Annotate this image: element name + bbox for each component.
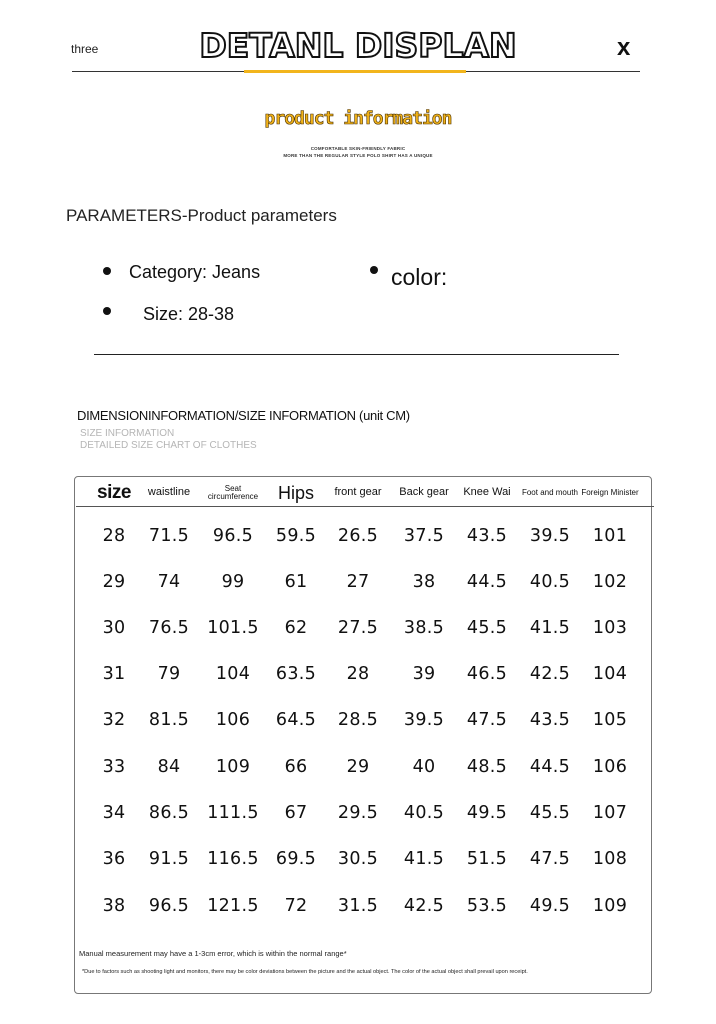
table-cell: 106 [592, 757, 628, 777]
table-cell: 42.5 [403, 896, 445, 916]
table-cell: 28 [346, 664, 370, 684]
table-cell: 44.5 [466, 572, 508, 592]
table-cell: 76.5 [148, 618, 190, 638]
close-icon[interactable]: x [617, 34, 631, 61]
table-cell: 31 [102, 664, 126, 684]
table-header-cell: Foreign Minister [581, 487, 639, 497]
table-cell: 64.5 [275, 710, 317, 730]
table-cell: 109 [215, 757, 251, 777]
table-cell: 74 [157, 572, 181, 592]
table-cell: 96.5 [148, 896, 190, 916]
table-cell: 111.5 [207, 803, 259, 823]
section-divider [94, 354, 619, 355]
table-cell: 41.5 [529, 618, 571, 638]
table-cell: 63.5 [275, 664, 317, 684]
table-cell: 26.5 [337, 526, 379, 546]
table-header-cell: size [97, 482, 131, 504]
table-header-cell: waistline [147, 486, 191, 499]
param-category: Category: Jeans [129, 262, 261, 282]
product-info-subtitle-2: MORE THAN THE REGULAR STYLE POLO SHIRT HAS A UNIQUE [283, 153, 433, 158]
table-cell: 44.5 [529, 757, 571, 777]
table-cell: 67 [284, 803, 308, 823]
header-left-label: three [71, 42, 99, 56]
table-cell: 48.5 [466, 757, 508, 777]
table-cell: 84 [157, 757, 181, 777]
table-cell: 29.5 [337, 803, 379, 823]
table-cell: 47.5 [529, 849, 571, 869]
table-cell: 31.5 [337, 896, 379, 916]
table-cell: 79 [157, 664, 181, 684]
table-cell: 106 [215, 710, 251, 730]
size-table [74, 476, 652, 994]
table-header-cell: Foot and mouth [521, 487, 579, 497]
table-cell: 27 [346, 572, 370, 592]
table-cell: 34 [102, 803, 126, 823]
table-cell: 39.5 [529, 526, 571, 546]
param-size: Size: 28-38 [143, 304, 235, 324]
table-cell: 61 [284, 572, 308, 592]
table-cell: 41.5 [403, 849, 445, 869]
bullet-icon [103, 267, 111, 275]
color-note: *Due to factors such as shooting light and monitors, there may be color deviations between the picture and the actual object. The color of the actual object shall prevail upon receipt. [82, 969, 528, 975]
table-header-cell: Knee Wai [463, 486, 511, 499]
table-cell: 108 [592, 849, 628, 869]
table-cell: 37.5 [403, 526, 445, 546]
table-cell: 109 [592, 896, 628, 916]
dimension-heading: DIMENSIONINFORMATION/SIZE INFORMATION (unit CM) [77, 408, 410, 423]
table-cell: 51.5 [466, 849, 508, 869]
table-cell: 30 [102, 618, 126, 638]
table-cell: 107 [592, 803, 628, 823]
table-cell: 104 [592, 664, 628, 684]
table-cell: 69.5 [275, 849, 317, 869]
table-cell: 39 [412, 664, 436, 684]
bullet-icon [370, 266, 378, 274]
table-cell: 116.5 [207, 849, 259, 869]
table-cell: 33 [102, 757, 126, 777]
table-cell: 59.5 [275, 526, 317, 546]
table-cell: 39.5 [403, 710, 445, 730]
header-accent-bar [244, 70, 466, 73]
table-cell: 30.5 [337, 849, 379, 869]
parameters-heading: PARAMETERS-Product parameters [66, 206, 337, 225]
table-cell: 43.5 [466, 526, 508, 546]
table-cell: 81.5 [148, 710, 190, 730]
table-cell: 66 [284, 757, 308, 777]
table-header-cell: front gear [334, 486, 382, 499]
table-cell: 45.5 [529, 803, 571, 823]
table-cell: 46.5 [466, 664, 508, 684]
table-cell: 40 [412, 757, 436, 777]
product-info-title: product information [264, 108, 452, 129]
table-cell: 71.5 [148, 526, 190, 546]
table-cell: 29 [346, 757, 370, 777]
measurement-note: Manual measurement may have a 1-3cm error, which is within the normal range* [79, 949, 347, 958]
table-cell: 28 [102, 526, 126, 546]
dimension-subheading-2: DETAILED SIZE CHART OF CLOTHES [80, 440, 257, 451]
table-cell: 38.5 [403, 618, 445, 638]
table-cell: 38 [102, 896, 126, 916]
table-header-cell: Back gear [399, 486, 449, 499]
table-cell: 47.5 [466, 710, 508, 730]
table-cell: 28.5 [337, 710, 379, 730]
bullet-icon [103, 307, 111, 315]
table-cell: 99 [221, 572, 245, 592]
table-cell: 91.5 [148, 849, 190, 869]
table-cell: 105 [592, 710, 628, 730]
param-color: color: [391, 264, 448, 290]
table-cell: 72 [284, 896, 308, 916]
table-cell: 43.5 [529, 710, 571, 730]
table-cell: 102 [592, 572, 628, 592]
table-cell: 40.5 [403, 803, 445, 823]
table-cell: 36 [102, 849, 126, 869]
dimension-subheading-1: SIZE INFORMATION [80, 428, 175, 439]
table-header-cell: Hips [277, 482, 314, 503]
table-cell: 62 [284, 618, 308, 638]
table-header-cell: Seat circumference [207, 483, 259, 501]
page-title: DETANL DISPLAN [199, 26, 517, 65]
table-cell: 49.5 [529, 896, 571, 916]
table-cell: 101.5 [207, 618, 259, 638]
table-cell: 49.5 [466, 803, 508, 823]
table-cell: 38 [412, 572, 436, 592]
table-cell: 29 [102, 572, 126, 592]
table-cell: 40.5 [529, 572, 571, 592]
table-cell: 101 [592, 526, 628, 546]
table-cell: 42.5 [529, 664, 571, 684]
table-cell: 96.5 [212, 526, 254, 546]
table-cell: 86.5 [148, 803, 190, 823]
table-cell: 53.5 [466, 896, 508, 916]
table-cell: 27.5 [337, 618, 379, 638]
table-cell: 104 [215, 664, 251, 684]
table-cell: 103 [592, 618, 628, 638]
table-cell: 45.5 [466, 618, 508, 638]
table-cell: 121.5 [207, 896, 259, 916]
product-info-subtitle-1: COMFORTABLE SKIN-FRIENDLY FABRIC [310, 146, 406, 151]
table-cell: 32 [102, 710, 126, 730]
